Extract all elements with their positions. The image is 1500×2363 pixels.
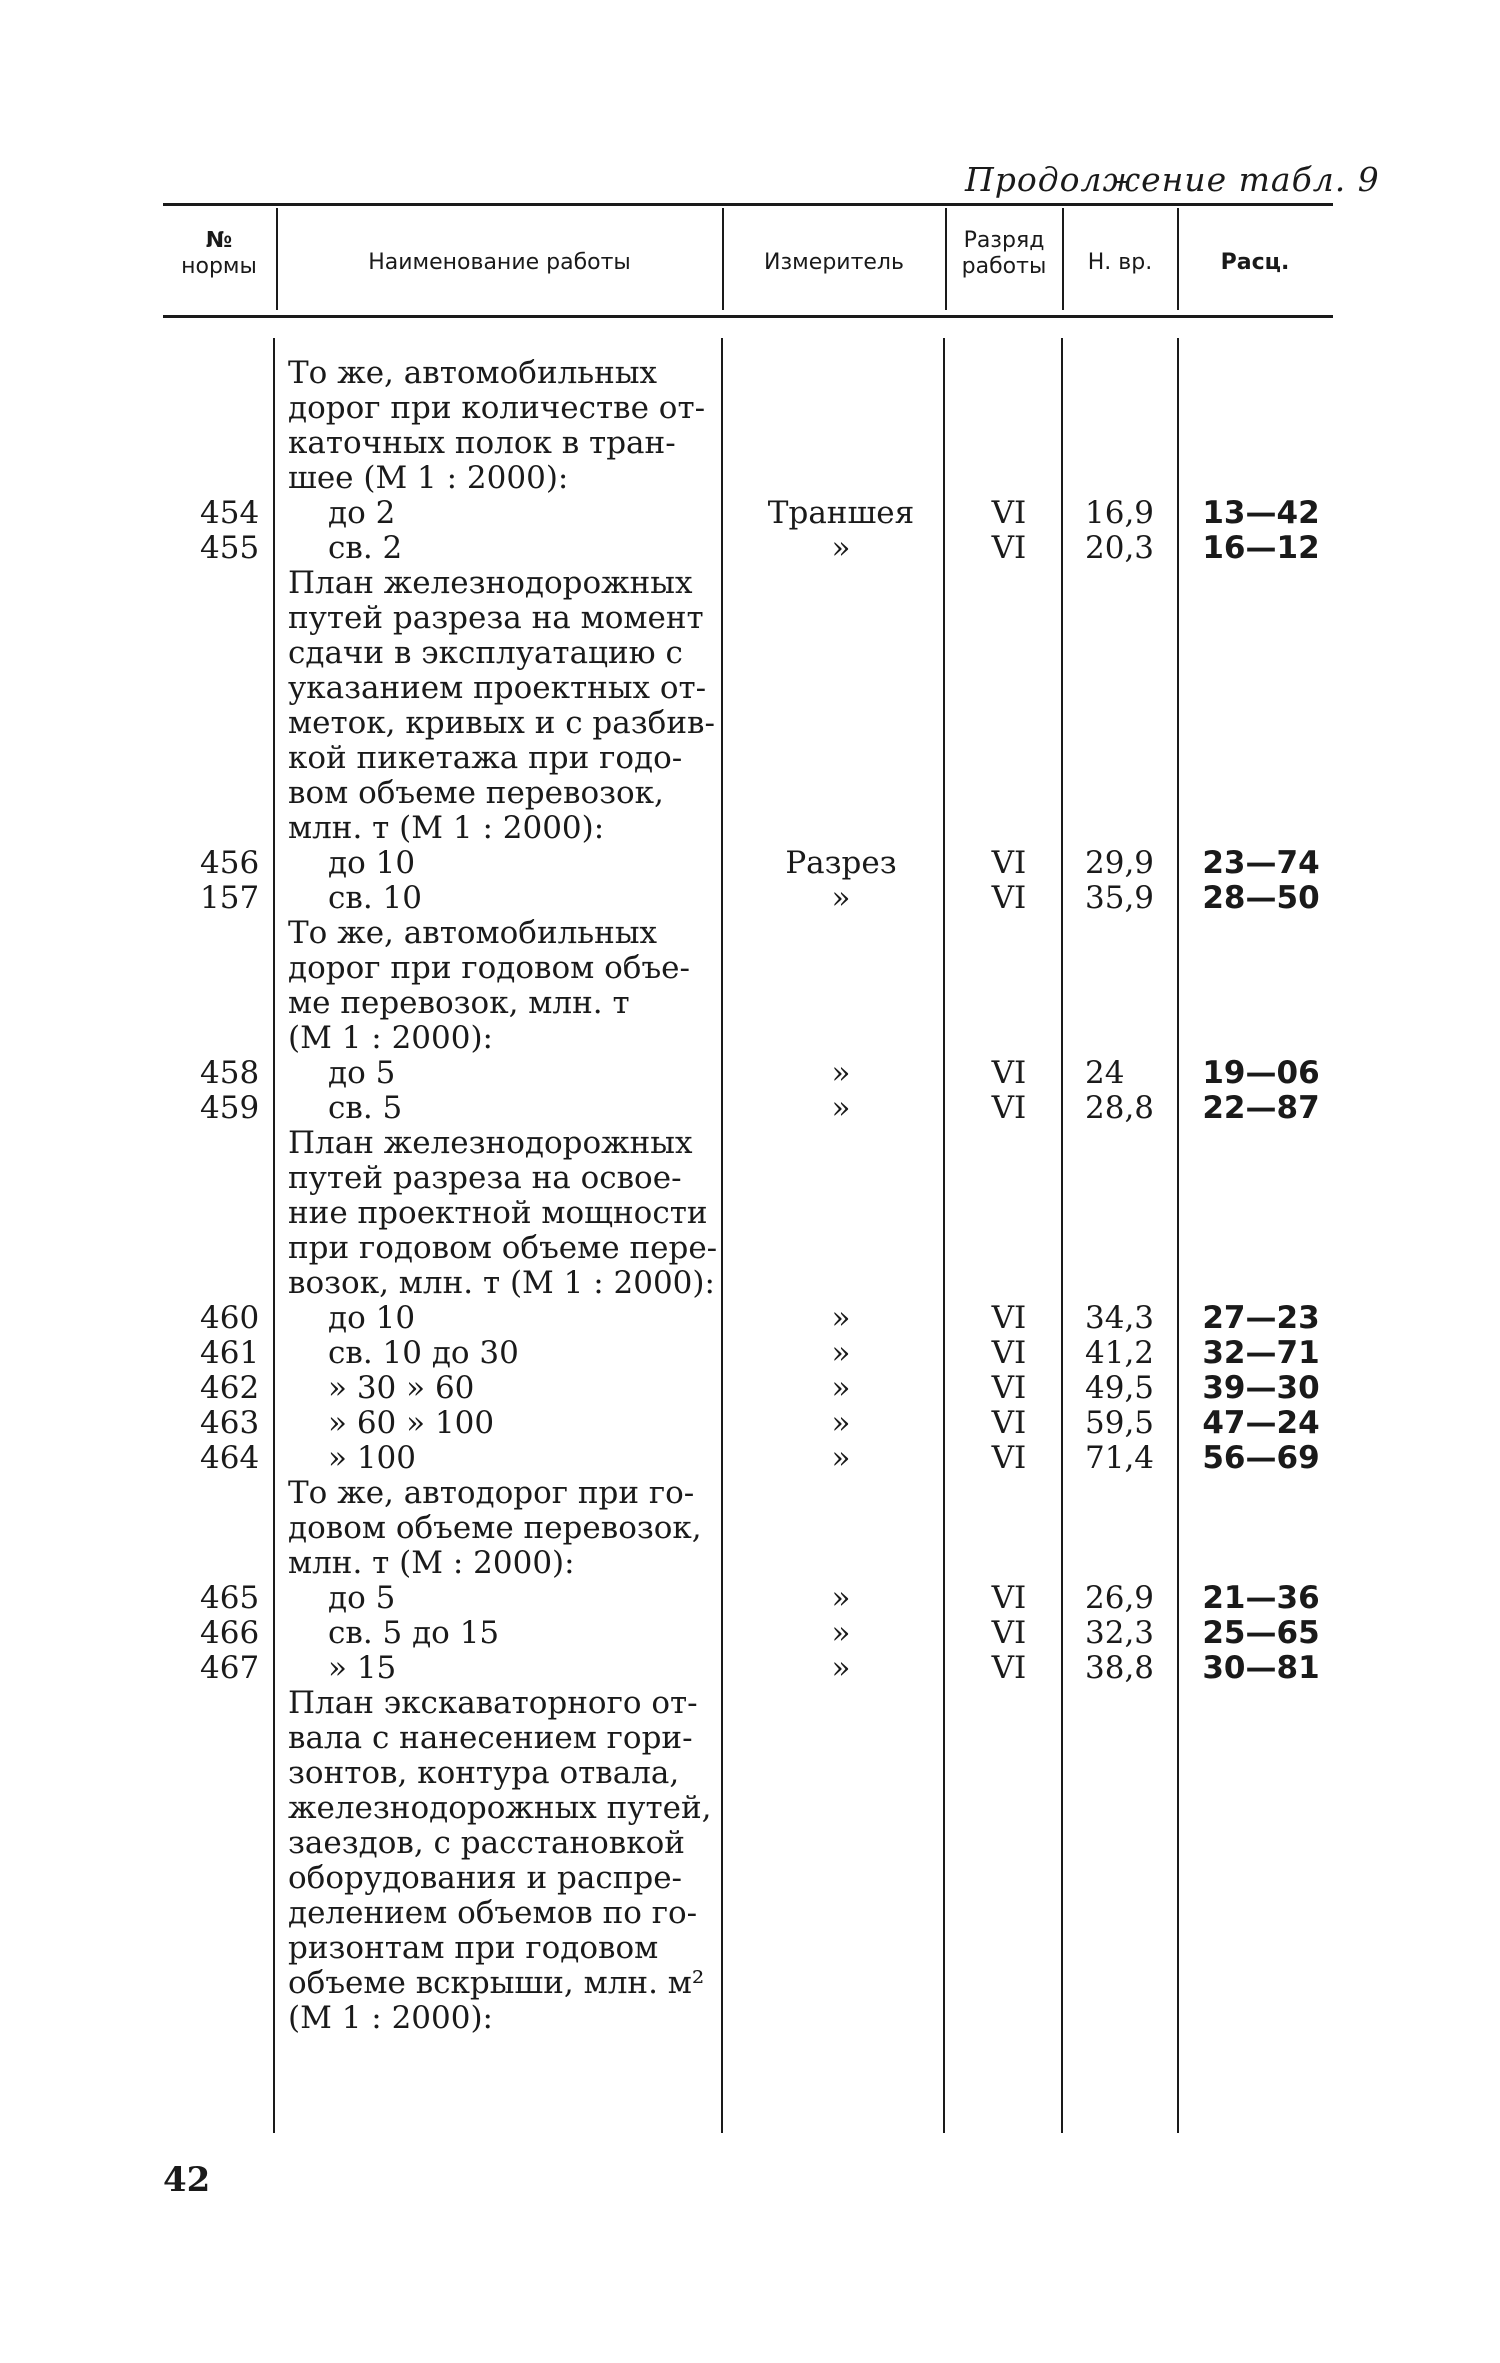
row-grade: VI	[991, 530, 1027, 566]
row-grade: VI	[991, 1090, 1027, 1126]
row-work-name: дорог при годовом объе-	[288, 950, 690, 986]
table-row	[0, 426, 1500, 461]
row-rate: 39—30	[1202, 1370, 1320, 1406]
header-rate: Расц.	[1220, 250, 1290, 275]
row-work-name: » 100	[328, 1440, 416, 1476]
row-unit: Траншея	[767, 495, 915, 531]
row-unit: »	[831, 1405, 851, 1441]
table-row	[0, 1301, 1500, 1336]
row-rate: 32—71	[1202, 1335, 1320, 1371]
row-time-norm: 20,3	[1085, 530, 1155, 566]
table-row	[0, 531, 1500, 566]
row-unit: »	[831, 1370, 851, 1406]
header-grade-line2: работы	[961, 254, 1047, 279]
row-work-name: св. 2	[328, 530, 403, 566]
row-number: 458	[200, 1055, 260, 1091]
row-time-norm: 34,3	[1085, 1300, 1155, 1336]
header-grade	[947, 228, 1061, 280]
table-row	[0, 391, 1500, 426]
table-row	[0, 1686, 1500, 1721]
row-work-name: св. 10 до 30	[328, 1335, 519, 1371]
row-rate: 27—23	[1202, 1300, 1320, 1336]
row-grade: VI	[991, 1615, 1027, 1651]
row-number: 460	[200, 1300, 260, 1336]
table-row	[0, 706, 1500, 741]
header-name: Наименование работы	[368, 250, 631, 275]
row-number: 465	[200, 1580, 260, 1616]
row-unit: »	[831, 1090, 851, 1126]
row-work-name: шее (М 1 : 2000):	[288, 460, 569, 496]
row-work-name: до 10	[328, 845, 416, 881]
row-work-name: План экскаваторного от-	[288, 1685, 698, 1721]
row-number: 456	[200, 845, 260, 881]
row-work-name: вом объеме перевозок,	[288, 775, 664, 811]
row-unit: »	[831, 880, 851, 916]
row-number: 157	[200, 880, 260, 916]
row-rate: 22—87	[1202, 1090, 1320, 1126]
table-top-rule	[163, 203, 1333, 206]
row-work-name: кой пикетажа при годо-	[288, 740, 683, 776]
row-work-name: зонтов, контура отвала,	[288, 1755, 680, 1791]
row-grade: VI	[991, 1440, 1027, 1476]
row-time-norm: 26,9	[1085, 1580, 1155, 1616]
row-number: 454	[200, 495, 260, 531]
row-time-norm: 41,2	[1085, 1335, 1155, 1371]
row-work-name: возок, млн. т (М 1 : 2000):	[288, 1265, 715, 1301]
table-body	[0, 356, 1500, 2036]
table-row	[0, 496, 1500, 531]
table-row	[0, 1476, 1500, 1511]
table-row	[0, 1056, 1500, 1091]
row-time-norm: 32,3	[1085, 1615, 1155, 1651]
row-time-norm: 35,9	[1085, 880, 1155, 916]
row-work-name: путей разреза на момент	[288, 600, 704, 636]
row-rate: 25—65	[1202, 1615, 1320, 1651]
row-unit: »	[831, 1055, 851, 1091]
row-unit: »	[831, 530, 851, 566]
row-number: 466	[200, 1615, 260, 1651]
table-row	[0, 1826, 1500, 1861]
row-work-name: до 2	[328, 495, 396, 531]
table-row	[0, 1021, 1500, 1056]
row-work-name: заездов, с расстановкой	[288, 1825, 685, 1861]
row-grade: VI	[991, 495, 1027, 531]
table-row	[0, 1721, 1500, 1756]
table-row	[0, 1861, 1500, 1896]
row-grade: VI	[991, 1335, 1027, 1371]
row-work-name: объеме вскрыши, млн. м²	[288, 1965, 705, 2001]
row-work-name: путей разреза на освое-	[288, 1160, 682, 1196]
row-work-name: меток, кривых и с разбив-	[288, 705, 715, 741]
row-unit: »	[831, 1335, 851, 1371]
row-rate: 56—69	[1202, 1440, 1320, 1476]
row-time-norm: 16,9	[1085, 495, 1155, 531]
row-work-name: То же, автодорог при го-	[288, 1475, 695, 1511]
row-grade: VI	[991, 1370, 1027, 1406]
row-work-name: св. 5 до 15	[328, 1615, 500, 1651]
row-number: 459	[200, 1090, 260, 1126]
header-unit: Измеритель	[764, 250, 904, 275]
row-number: 463	[200, 1405, 260, 1441]
table-row	[0, 1091, 1500, 1126]
table-row	[0, 1196, 1500, 1231]
row-work-name: » 60 » 100	[328, 1405, 495, 1441]
row-work-name: (М 1 : 2000):	[288, 2000, 493, 2036]
row-rate: 23—74	[1202, 845, 1320, 881]
row-grade: VI	[991, 1580, 1027, 1616]
table-row	[0, 916, 1500, 951]
row-work-name: (М 1 : 2000):	[288, 1020, 493, 1056]
table-row	[0, 1651, 1500, 1686]
row-time-norm: 29,9	[1085, 845, 1155, 881]
row-work-name: вала с нанесением гори-	[288, 1720, 693, 1756]
row-number: 455	[200, 530, 260, 566]
row-work-name: до 10	[328, 1300, 416, 1336]
row-grade: VI	[991, 1300, 1027, 1336]
row-number: 462	[200, 1370, 260, 1406]
row-work-name: дорог при количестве от-	[288, 390, 706, 426]
row-rate: 47—24	[1202, 1405, 1320, 1441]
row-number: 464	[200, 1440, 260, 1476]
table-row	[0, 1266, 1500, 1301]
row-number: 467	[200, 1650, 260, 1686]
table-row	[0, 1511, 1500, 1546]
header-divider	[1177, 208, 1179, 310]
row-work-name: сдачи в эксплуатацию с	[288, 635, 683, 671]
row-work-name: ризонтам при годовом	[288, 1930, 659, 1966]
table-row	[0, 1161, 1500, 1196]
row-number: 461	[200, 1335, 260, 1371]
table-row	[0, 776, 1500, 811]
table-row	[0, 1791, 1500, 1826]
row-time-norm: 49,5	[1085, 1370, 1155, 1406]
table-row	[0, 1441, 1500, 1476]
table-row	[0, 1931, 1500, 1966]
header-num-symbol: №	[205, 228, 233, 253]
row-work-name: млн. т (М : 2000):	[288, 1545, 575, 1581]
row-work-name: ме перевозок, млн. т	[288, 985, 630, 1021]
row-work-name: млн. т (М 1 : 2000):	[288, 810, 605, 846]
row-work-name: до 5	[328, 1055, 396, 1091]
row-time-norm: 71,4	[1085, 1440, 1155, 1476]
row-work-name: То же, автомобильных	[288, 355, 658, 391]
table-row	[0, 566, 1500, 601]
row-grade: VI	[991, 1650, 1027, 1686]
table-row	[0, 986, 1500, 1021]
table-row	[0, 1581, 1500, 1616]
header-grade-line1: Разряд	[963, 228, 1045, 253]
row-work-name: железнодорожных путей,	[288, 1790, 712, 1826]
row-work-name: » 15	[328, 1650, 397, 1686]
row-time-norm: 59,5	[1085, 1405, 1155, 1441]
row-work-name: до 5	[328, 1580, 396, 1616]
row-unit: »	[831, 1580, 851, 1616]
row-grade: VI	[991, 845, 1027, 881]
table-row	[0, 1546, 1500, 1581]
row-unit: »	[831, 1650, 851, 1686]
table-row	[0, 601, 1500, 636]
row-work-name: План железнодорожных	[288, 1125, 693, 1161]
row-rate: 19—06	[1202, 1055, 1320, 1091]
row-work-name: План железнодорожных	[288, 565, 693, 601]
table-row	[0, 1616, 1500, 1651]
row-work-name: каточных полок в тран-	[288, 425, 676, 461]
row-rate: 30—81	[1202, 1650, 1320, 1686]
table-row	[0, 1231, 1500, 1266]
table-row	[0, 636, 1500, 671]
table-row	[0, 741, 1500, 776]
row-work-name: довом объеме перевозок,	[288, 1510, 702, 1546]
row-work-name: при годовом объеме пере-	[288, 1230, 718, 1266]
row-work-name: св. 10	[328, 880, 422, 916]
row-grade: VI	[991, 1405, 1027, 1441]
row-work-name: св. 5	[328, 1090, 403, 1126]
row-rate: 16—12	[1202, 530, 1320, 566]
table-row	[0, 811, 1500, 846]
row-rate: 21—36	[1202, 1580, 1320, 1616]
row-work-name: То же, автомобильных	[288, 915, 658, 951]
header-num	[163, 228, 275, 280]
table-row	[0, 951, 1500, 986]
row-grade: VI	[991, 1055, 1027, 1091]
row-grade: VI	[991, 880, 1027, 916]
table-row	[0, 1966, 1500, 2001]
table-row	[0, 461, 1500, 496]
row-work-name: ние проектной мощности	[288, 1195, 708, 1231]
table-row	[0, 1896, 1500, 1931]
header-norm: Н. вр.	[1087, 250, 1153, 275]
row-unit: »	[831, 1615, 851, 1651]
header-bottom-rule	[163, 315, 1333, 318]
row-unit: Разрез	[785, 845, 897, 881]
row-unit: »	[831, 1300, 851, 1336]
row-rate: 13—42	[1202, 495, 1320, 531]
table-row	[0, 671, 1500, 706]
table-row	[0, 1406, 1500, 1441]
row-time-norm: 38,8	[1085, 1650, 1155, 1686]
row-work-name: оборудования и распре-	[288, 1860, 683, 1896]
table-row	[0, 1126, 1500, 1161]
row-unit: »	[831, 1440, 851, 1476]
table-caption: Продолжение табл. 9	[965, 160, 1380, 199]
table-row	[0, 1336, 1500, 1371]
row-work-name: » 30 » 60	[328, 1370, 475, 1406]
table-row	[0, 881, 1500, 916]
row-work-name: указанием проектных от-	[288, 670, 707, 706]
table-row	[0, 2001, 1500, 2036]
header-num-label: нормы	[181, 254, 257, 279]
table-row	[0, 1371, 1500, 1406]
table-row	[0, 356, 1500, 391]
page-number: 42	[163, 2160, 211, 2200]
row-rate: 28—50	[1202, 880, 1320, 916]
row-time-norm: 28,8	[1085, 1090, 1155, 1126]
row-time-norm: 24	[1085, 1055, 1125, 1091]
table-row	[0, 846, 1500, 881]
table-row	[0, 1756, 1500, 1791]
row-work-name: делением объемов по го-	[288, 1895, 698, 1931]
